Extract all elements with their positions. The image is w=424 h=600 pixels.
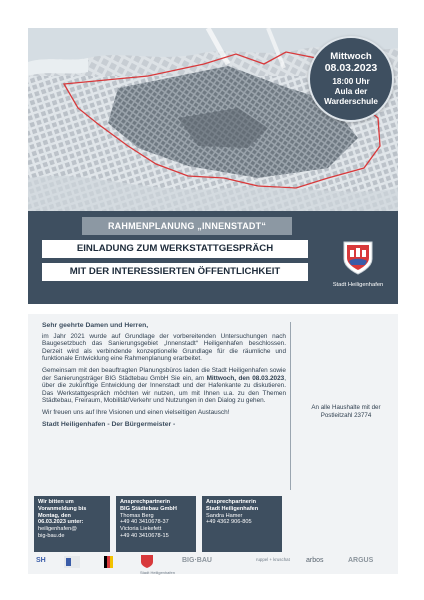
reg-line: Voranmeldung bis: [38, 505, 87, 512]
address-line1: An alle Haushalte mit der: [311, 404, 381, 411]
signature: Stadt Heiligenhafen - Der Bürgermeister -: [42, 420, 176, 428]
paragraph-2: [42, 367, 286, 405]
paragraph-2-date: Mittwoch, den 08.03.2023: [206, 374, 285, 382]
city-map: [28, 28, 398, 211]
city-name: Sandra Hamer: [206, 512, 243, 519]
contact-box-registration: [34, 496, 110, 552]
badge-venue-line1: Aula der: [334, 87, 368, 96]
letter-text: [42, 322, 286, 428]
sh-logo: SH: [36, 557, 46, 564]
letter-panel: [28, 314, 398, 574]
arbos-logo: arbos: [306, 557, 324, 564]
badge-time: 18:00 Uhr: [332, 77, 370, 86]
city-line: Stadt Heiligenhafen: [206, 505, 259, 512]
reg-email-domain[interactable]: big-bau.de: [38, 532, 65, 539]
title-band: [28, 211, 398, 304]
city-line: Ansprechpartnerin: [206, 499, 257, 505]
date-badge: [308, 36, 394, 122]
badge-weekday: Mittwoch: [330, 51, 372, 62]
federal-logo: [104, 556, 120, 570]
big-logo: BIG·BAU: [182, 557, 212, 564]
reg-line: Wir bitten um: [38, 499, 74, 505]
contact-box-city: [202, 496, 282, 552]
crest-caption: Stadt Heiligenhafen: [332, 282, 384, 288]
big-phone-2: +49 40 3410678-15: [120, 532, 169, 539]
big-name-2: Victoria Liekefett: [120, 526, 162, 533]
ministry-logo: [64, 556, 80, 570]
title-line2: MIT DER INTERESSIERTEN ÖFFENTLICHKEIT: [42, 263, 308, 281]
big-line: BIG Städtebau GmbH: [120, 505, 177, 512]
paragraph-2a: Gemeinsam mit den beauftragten Planungsbüros laden die Stadt Heiligenhafen sowie der Sanierungsträger BIG Städtebau GmbH Sie ein, am: [42, 366, 286, 382]
stadt-logo-text: Stadt Heiligenhafen: [140, 570, 175, 575]
stadt-logo: [140, 554, 175, 575]
address-block: [296, 404, 396, 420]
coat-of-arms-icon: [343, 241, 373, 275]
big-phone-1: +49 40 3410678-37: [120, 519, 169, 526]
paragraph-2b: , über die zukünftige Entwicklung der Innenstadt und der Hafenkante zu diskutieren. Das Werkstattgespräch möchten wir nutzen, um mit Ihnen u.a. zu den Themen Städtebau, Freiraum, Mobilität/Verkehr und Nutzungen in den Dialog zu gehen.: [42, 374, 286, 405]
stadt-crest-icon: [140, 554, 154, 568]
subtitle-label: RAHMENPLANUNG „INNENSTADT“: [82, 217, 292, 235]
badge-date: 08.03.2023: [324, 62, 378, 74]
big-name-1: Thomas Berg: [120, 512, 154, 519]
big-line: Ansprechpartnerin: [120, 499, 171, 505]
address-line2: Postleitzahl 23774: [320, 412, 372, 419]
title-line1: EINLADUNG ZUM WERKSTATTGESPRÄCH: [42, 240, 308, 258]
invitation-poster: [28, 28, 398, 574]
paragraph-3: Wir freuen uns auf Ihre Visionen und einen vielseitigen Austausch!: [42, 408, 230, 416]
contact-box-big: [116, 496, 196, 552]
reg-line: Montag, den: [38, 512, 71, 519]
argus-logo: ARGUS: [348, 557, 374, 564]
partner-logos: [28, 554, 398, 574]
reg-line: 06.03.2023 unter:: [38, 519, 84, 526]
city-phone: +49 4362 906-805: [206, 519, 252, 526]
reg-email[interactable]: heiligenhafen@: [38, 526, 77, 533]
city-crest: [328, 241, 388, 297]
greeting: Sehr geehrte Damen und Herren,: [42, 322, 149, 329]
badge-venue-line2: Warderschule: [324, 97, 378, 106]
planner-logo: ruppel + kruschat: [256, 557, 290, 562]
paragraph-1: im Jahr 2021 wurde auf Grundlage der vorbereitenden Untersuchungen nach Baugesetzbuch das Sanierungsgebiet „Innenstadt“ Heiligenhafen beschlossen. Derzeit wird als verbindende konzeptionelle Grundlage für die räumliche und funktionale Entwicklung eine Rahmenplanung erarbeitet.: [42, 332, 286, 363]
vertical-divider: [290, 322, 291, 490]
